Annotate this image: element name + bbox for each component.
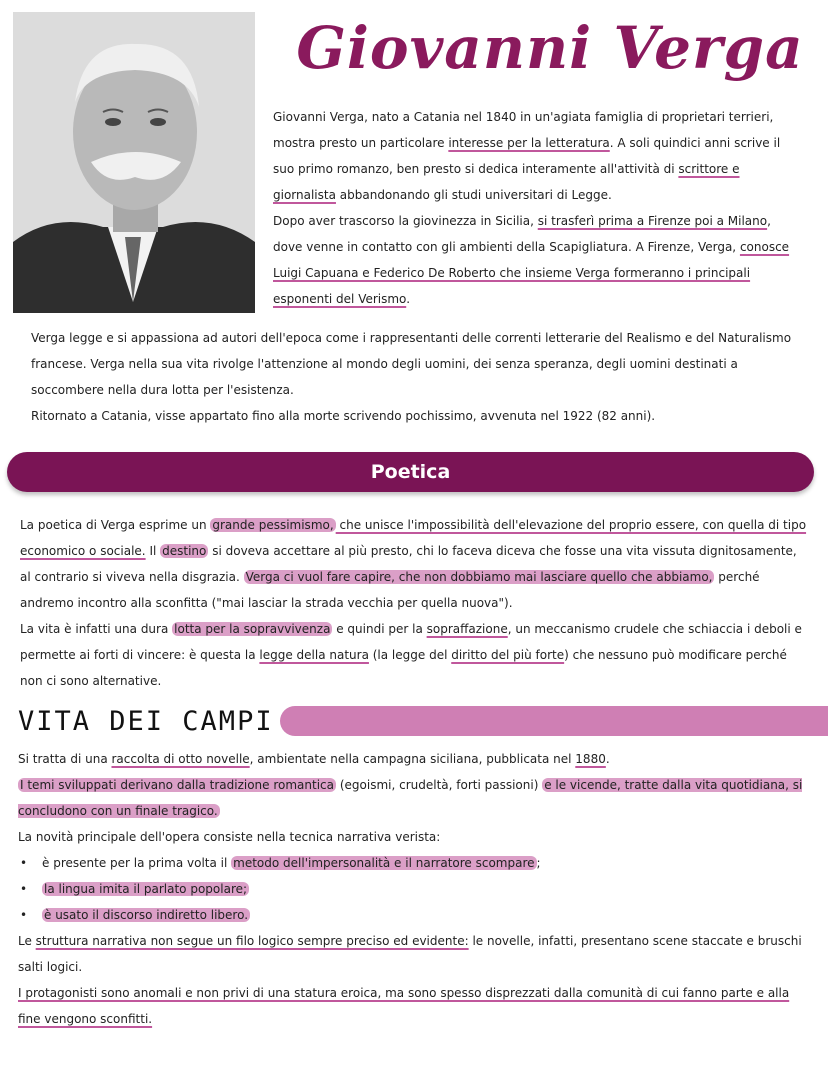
heading-decoration-bar [280, 706, 828, 736]
intro-paragraph-2 [273, 208, 803, 312]
bio-paragraph-2: Ritornato a Catania, visse appartato fino alla morte scrivendo pochissimo, avvenuta nel 1922 (82 anni). [31, 409, 656, 423]
text-span: . [406, 292, 411, 306]
text-span: , ambientate nella campagna siciliana, pubblicata nel [249, 752, 576, 766]
text-span: ) che nessuno può modificare perché non ci sono alternative. [20, 648, 787, 688]
underlined-text: interesse per la letteratura [448, 136, 610, 150]
bullet-list [18, 850, 813, 928]
highlighted-text: è usato il discorso indiretto libero. [44, 908, 249, 922]
highlighted-text: grande pessimismo, [212, 518, 334, 532]
vita-paragraph-5 [18, 980, 813, 1032]
poetica-heading: Poetica [7, 452, 814, 492]
poetica-section [20, 512, 810, 694]
bio-section [31, 325, 806, 429]
vita-section [18, 746, 813, 1032]
highlighted-text: I temi sviluppati derivano dalla tradizione romantica [20, 778, 335, 792]
underlined-text: diritto del più forte [451, 648, 565, 662]
portrait-icon [13, 12, 255, 313]
vita-paragraph-1 [18, 746, 813, 772]
text-span: , dove venne in contatto con gli ambienti della Scapigliatura. A Firenze, Verga, [273, 214, 771, 254]
highlighted-text: Verga ci vuol fare capire, che non dobbiamo mai lasciare quello che abbiamo, [245, 570, 713, 584]
poetica-paragraph-2 [20, 616, 810, 694]
underlined-text: struttura narrativa non segue un filo logico sempre preciso ed evidente: [35, 934, 469, 948]
bio-paragraph-1: Verga legge e si appassiona ad autori dell'epoca come i rappresentanti delle correnti letterarie del Realismo e del Naturalismo francese. Verga nella sua vita rivolge l'attenzione al mondo degli uomini, dei senza speranza, degli uomini destinati a soccombere nella dura lotta per l'esistenza. [31, 331, 792, 397]
underlined-text: legge della natura [259, 648, 369, 662]
text-span: Dopo aver trascorso la giovinezza in Sicilia, [273, 214, 538, 228]
text-span: è presente per la prima volta il [42, 856, 232, 870]
text-span: , un meccanismo crudele che schiaccia i deboli e permette ai forti di vincere: è questa la [20, 622, 802, 662]
highlighted-text: e le vicende, tratte dalla vita quotidiana, si concludono con un finale tragico. [18, 778, 803, 818]
vita-paragraph-2 [18, 772, 813, 824]
list-item [18, 902, 813, 928]
underlined-text: 1880 [575, 752, 606, 766]
intro-paragraph-1 [273, 104, 803, 208]
underlined-text: sopraffazione [426, 622, 508, 636]
page-title: Giovanni Verga [296, 14, 804, 82]
portrait-photo [13, 12, 255, 313]
underlined-text: si trasferì prima a Firenze poi a Milano [537, 214, 768, 228]
text-span: Le [18, 934, 36, 948]
text-span: (egoismi, crudeltà, forti passioni) [336, 778, 543, 792]
text-span: Il [145, 544, 161, 558]
vita-paragraph-4 [18, 928, 813, 980]
highlighted-text: la lingua imita il parlato popolare; [44, 882, 248, 896]
text-span: ; [536, 856, 541, 870]
highlighted-text: destino [162, 544, 207, 558]
text-span: Si tratta di una [18, 752, 112, 766]
intro-section [273, 104, 803, 312]
text-span: . [605, 752, 610, 766]
text-span: La poetica di Verga esprime un [20, 518, 211, 532]
underlined-text: scrittore e giornalista [273, 162, 740, 202]
underlined-text: conosce Luigi Capuana e Federico De Roberto che insieme Verga formeranno i principali esponenti del Verismo [273, 240, 790, 306]
text-span: (la legge del [368, 648, 452, 662]
vita-paragraph-3: La novità principale dell'opera consiste nella tecnica narrativa verista: [18, 830, 441, 844]
text-span: si doveva accettare al più presto, chi lo faceva diceva che fosse una vita vissuta dignitosamente, al contrario si viveva nella disgrazia. [20, 544, 797, 584]
text-span: La vita è infatti una dura [20, 622, 173, 636]
underlined-text: raccolta di otto novelle [111, 752, 250, 766]
highlighted-text: lotta per la sopravvivenza [174, 622, 331, 636]
poetica-paragraph-1 [20, 512, 810, 616]
text-span: abbandonando gli studi universitari di Legge. [335, 188, 612, 202]
underlined-text: I protagonisti sono anomali e non privi di una statura eroica, ma sono spesso disprezzati dalla comunità di cui fanno parte e alla fine vengono sconfitti. [18, 986, 790, 1026]
text-span: e quindi per la [332, 622, 427, 636]
vita-dei-campi-heading: VITA DEI CAMPI [18, 706, 274, 737]
underlined-text: che unisce l'impossibilità dell'elevazione del proprio essere, con quella di tipo economico o sociale. [20, 518, 807, 558]
highlighted-text: metodo dell'impersonalità e il narratore scompare [233, 856, 535, 870]
text-span: le novelle, infatti, presentano scene staccate e bruschi salti logici. [18, 934, 802, 974]
list-item [18, 850, 813, 876]
text-span: . A soli quindici anni scrive il suo primo romanzo, ben presto si dedica interamente all'attività di [273, 136, 781, 176]
text-span: Giovanni Verga, nato a Catania nel 1840 in un'agiata famiglia di proprietari terrieri, mostra presto un particolare [273, 110, 774, 150]
list-item [18, 876, 813, 902]
text-span: perché andremo incontro alla sconfitta ("mai lasciar la strada vecchia per quella nuova"). [20, 570, 760, 610]
